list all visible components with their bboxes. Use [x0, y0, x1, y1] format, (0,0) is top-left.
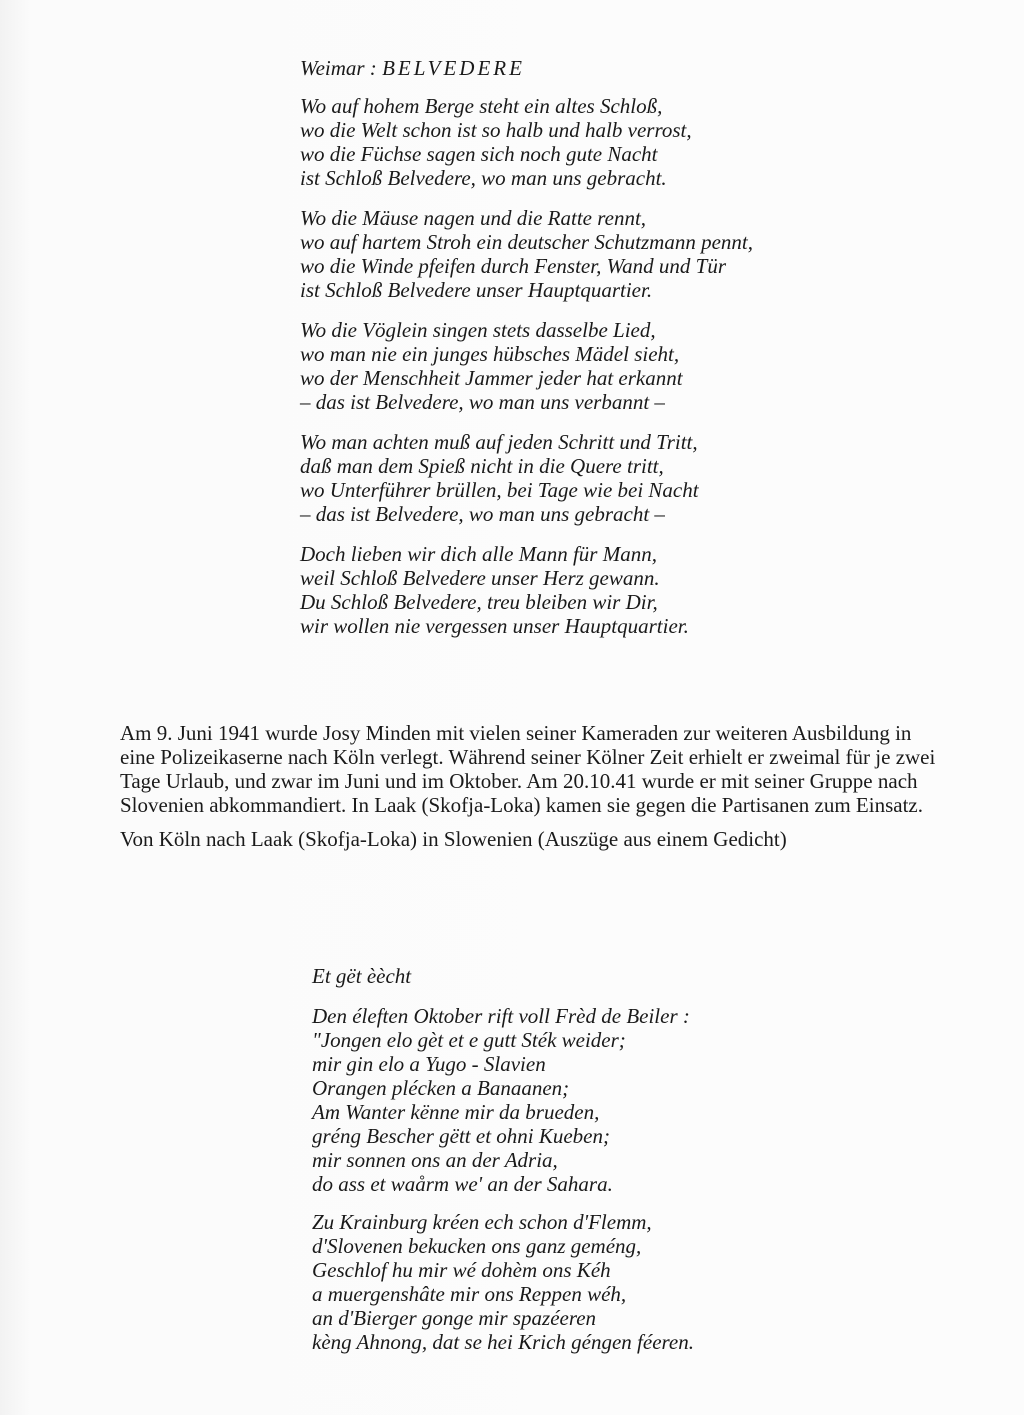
poem-line: daß man dem Spieß nicht in die Quere tritt, — [300, 454, 664, 478]
poem-line: gréng Bescher gëtt et ohni Kueben; — [312, 1124, 610, 1148]
poem-line: wo auf hartem Stroh ein deutscher Schutzmann pennt, — [300, 230, 754, 254]
poem-title-prefix: Weimar : — [300, 56, 383, 80]
poem-line: wo Unterführer brüllen, bei Tage wie bei Nacht — [300, 478, 699, 502]
poem-line: Wo die Vöglein singen stets dasselbe Lied, — [300, 318, 656, 342]
poem-line: Doch lieben wir dich alle Mann für Mann, — [300, 542, 657, 566]
stanza — [300, 318, 753, 414]
poem-title-word: BELVEDERE — [382, 56, 525, 80]
poem-line: mir sonnen ons an der Adria, — [312, 1148, 558, 1172]
poem-line: Wo auf hohem Berge steht ein altes Schloß, — [300, 94, 663, 118]
poem-et-get-eecht — [312, 964, 694, 1368]
poem-line: d'Slovenen bekucken ons ganz geméng, — [312, 1234, 642, 1258]
poem-line: do ass et waårm we' an der Sahara. — [312, 1172, 613, 1196]
poem-line: Du Schloß Belvedere, treu bleiben wir Dir, — [300, 590, 658, 614]
poem-title-et-get-eecht: Et gët èècht — [312, 964, 412, 988]
poem-line: Den éleften Oktober rift voll Frèd de Beiler : — [312, 1004, 690, 1028]
poem-line: – das ist Belvedere, wo man uns gebracht – — [300, 502, 665, 526]
poem-line: ist Schloß Belvedere unser Hauptquartier. — [300, 278, 653, 302]
prose-line: Slovenien abkommandiert. In Laak (Skofja-Loka) kamen sie gegen die Partisanen zum Einsatz. — [120, 793, 923, 817]
poem-line: ist Schloß Belvedere, wo man uns gebracht. — [300, 166, 667, 190]
poem-line: an d'Bierger gonge mir spazéeren — [312, 1306, 597, 1330]
stanza — [300, 206, 753, 302]
poem-line: weil Schloß Belvedere unser Herz gewann. — [300, 566, 660, 590]
poem-belvedere — [300, 56, 753, 654]
prose-line: Tage Urlaub, und zwar im Juni und im Oktober. Am 20.10.41 wurde er mit seiner Gruppe nach — [120, 769, 918, 793]
prose-line: eine Polizeikaserne nach Köln verlegt. Während seiner Kölner Zeit erhielt er zweimal für je zwei — [120, 745, 936, 769]
poem-line: a muergenshâte mir ons Reppen wéh, — [312, 1282, 627, 1306]
stanza — [300, 542, 753, 638]
poem-line: wo der Menschheit Jammer jeder hat erkannt — [300, 366, 683, 390]
poem-line: Zu Krainburg kréen ech schon d'Flemm, — [312, 1210, 652, 1234]
poem-line: mir gin elo a Yugo - Slavien — [312, 1052, 546, 1076]
poem-line: wo die Welt schon ist so halb und halb verrost, — [300, 118, 692, 142]
poem-line: wir wollen nie vergessen unser Hauptquartier. — [300, 614, 689, 638]
poem-caption: Von Köln nach Laak (Skofja-Loka) in Slowenien (Auszüge aus einem Gedicht) — [120, 827, 787, 851]
poem-line: wo die Füchse sagen sich noch gute Nacht — [300, 142, 658, 166]
poem-line: Geschlof hu mir wé dohèm ons Kéh — [312, 1258, 611, 1282]
poem-title-belvedere — [300, 56, 753, 80]
poem-line: wo man nie ein junges hübsches Mädel sieht, — [300, 342, 680, 366]
stanza — [300, 94, 753, 190]
poem-line: – das ist Belvedere, wo man uns verbannt – — [300, 390, 665, 414]
poem-line: Am Wanter kënne mir da brueden, — [312, 1100, 600, 1124]
poem-line: Wo die Mäuse nagen und die Ratte rennt, — [300, 206, 647, 230]
prose-line: Am 9. Juni 1941 wurde Josy Minden mit vielen seiner Kameraden zur weiteren Ausbildung in — [120, 721, 912, 745]
poem-line: wo die Winde pfeifen durch Fenster, Wand und Tür — [300, 254, 726, 278]
stanza — [300, 430, 753, 526]
poem-line: Orangen plécken a Banaanen; — [312, 1076, 570, 1100]
poem-line: Wo man achten muß auf jeden Schritt und Tritt, — [300, 430, 698, 454]
stanza — [312, 1004, 694, 1196]
poem-line: "Jongen elo gèt et e gutt Sték weider; — [312, 1028, 626, 1052]
poem-line: kèng Ahnong, dat se hei Krich géngen féeren. — [312, 1330, 694, 1354]
prose-paragraph — [120, 721, 950, 817]
prose-section — [120, 721, 950, 861]
stanza — [312, 1210, 694, 1354]
